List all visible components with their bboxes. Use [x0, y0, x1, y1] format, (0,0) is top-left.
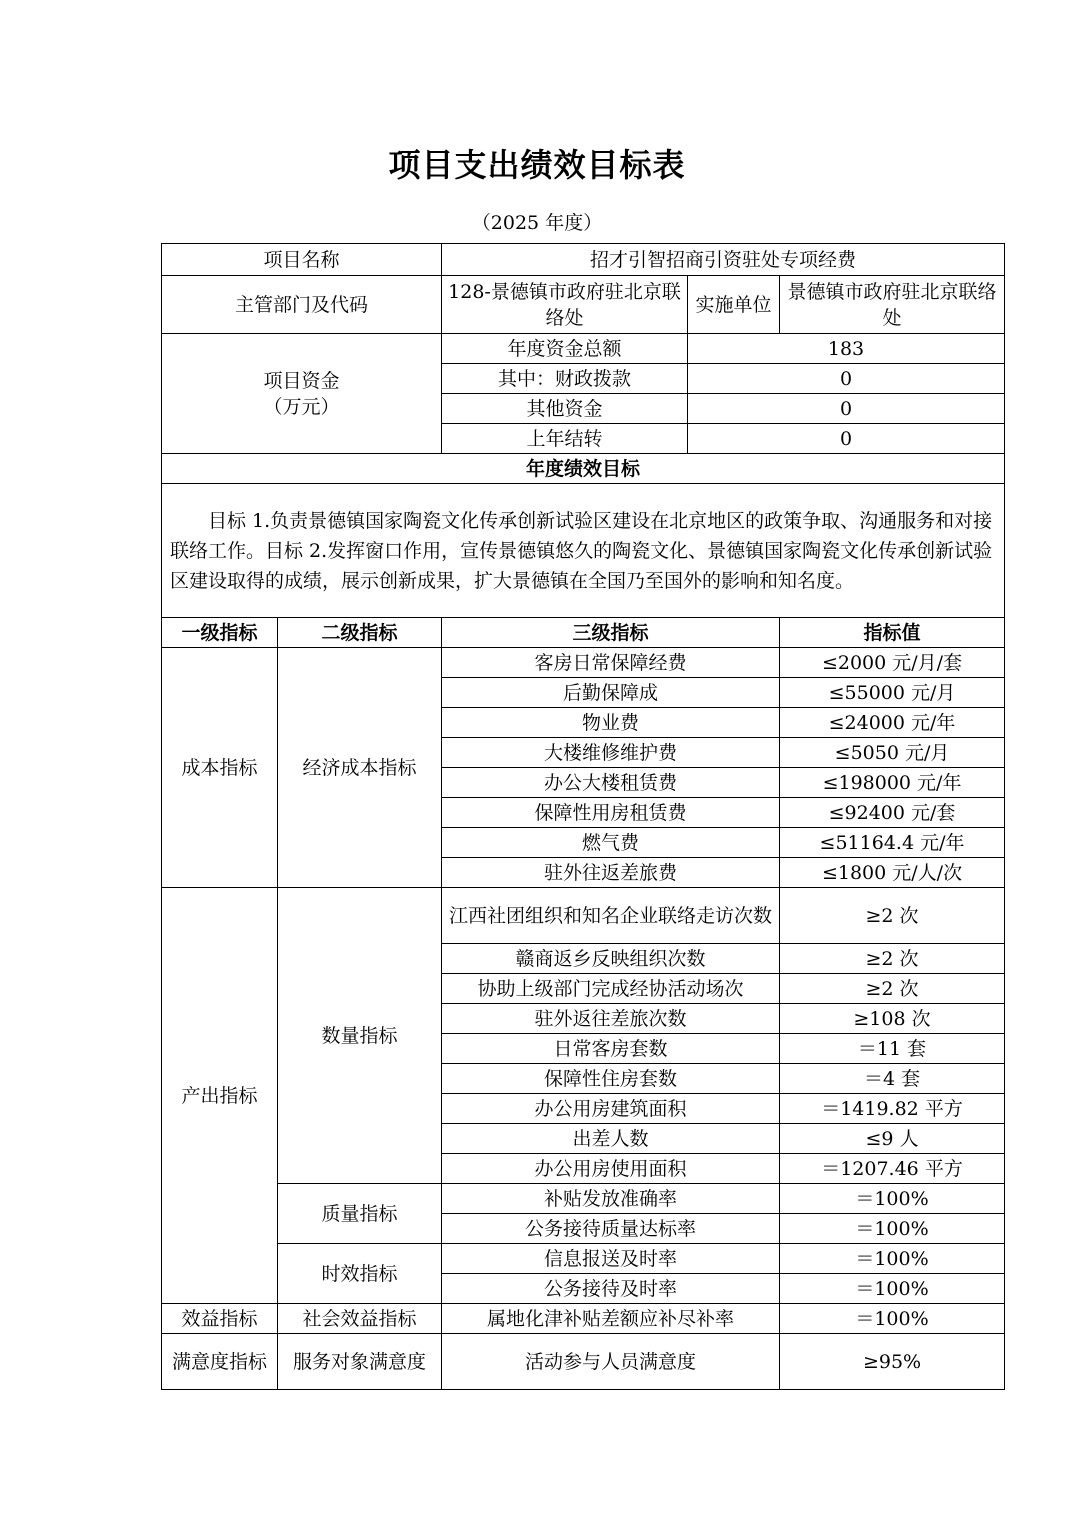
indicator-value: ≥108 次: [780, 1004, 1005, 1034]
indicator-name: 日常客房套数: [442, 1034, 780, 1064]
goal-header: 年度绩效目标: [162, 454, 1005, 484]
performance-table: [161, 243, 1005, 1390]
indicator-name: 保障性住房套数: [442, 1064, 780, 1094]
indicator-value: ≤24000 元/年: [780, 708, 1005, 738]
benefit-level1: 效益指标: [162, 1304, 278, 1334]
year-label: （2025 年度）: [471, 212, 603, 234]
funds-item-value: 183: [688, 334, 1005, 364]
quantity-level2: 数量指标: [278, 888, 442, 1184]
indicator-value: ＝100%: [780, 1214, 1005, 1244]
project-name-label: 项目名称: [162, 244, 442, 276]
indicator-name: 大楼维修维护费: [442, 738, 780, 768]
funds-item-value: 0: [688, 394, 1005, 424]
header-value: 指标值: [780, 618, 1005, 648]
indicator-value: ≥2 次: [780, 944, 1005, 974]
goal-header-row: [162, 454, 1005, 484]
indicator-name: 补贴发放准确率: [442, 1184, 780, 1214]
benefit-level2: 社会效益指标: [278, 1304, 442, 1334]
indicator-value: ≤1800 元/人/次: [780, 858, 1005, 888]
table-row: [162, 888, 1005, 944]
table-row: [162, 1184, 1005, 1214]
indicator-value: ≤9 人: [780, 1124, 1005, 1154]
indicator-value: ＝100%: [780, 1184, 1005, 1214]
indicator-value: ≥95%: [780, 1334, 1005, 1390]
indicator-name: 保障性用房租赁费: [442, 798, 780, 828]
funds-item-label: 其中：财政拨款: [442, 364, 688, 394]
satisfaction-level1: 满意度指标: [162, 1334, 278, 1390]
table-row: [162, 1304, 1005, 1334]
indicator-name: 物业费: [442, 708, 780, 738]
indicator-name: 赣商返乡反映组织次数: [442, 944, 780, 974]
implementing-unit-label: 实施单位: [688, 276, 780, 334]
header-level2: 二级指标: [278, 618, 442, 648]
indicator-value: ＝1419.82 平方: [780, 1094, 1005, 1124]
quality-level2: 质量指标: [278, 1184, 442, 1244]
indicator-name: 燃气费: [442, 828, 780, 858]
indicator-name: 出差人数: [442, 1124, 780, 1154]
indicator-name: 公务接待及时率: [442, 1274, 780, 1304]
indicator-name: 后勤保障成: [442, 678, 780, 708]
indicator-name: 活动参与人员满意度: [442, 1334, 780, 1390]
indicator-name: 驻外往返差旅费: [442, 858, 780, 888]
indicator-name: 办公用房使用面积: [442, 1154, 780, 1184]
cost-level1: 成本指标: [162, 648, 278, 888]
indicator-value: ≤2000 元/月/套: [780, 648, 1005, 678]
indicator-value: ≤5050 元/月: [780, 738, 1005, 768]
indicator-name: 驻外返往差旅次数: [442, 1004, 780, 1034]
indicator-value: ＝100%: [780, 1304, 1005, 1334]
indicator-value: ≤92400 元/套: [780, 798, 1005, 828]
indicator-value: ≥2 次: [780, 888, 1005, 944]
funds-item-value: 0: [688, 364, 1005, 394]
header-level3: 三级指标: [442, 618, 780, 648]
department-value: 128-景德镇市政府驻北京联络处: [442, 276, 688, 334]
goal-text-row: [162, 484, 1005, 618]
indicator-value: ＝4 套: [780, 1064, 1005, 1094]
table-row: [162, 648, 1005, 678]
indicator-name: 协助上级部门完成经协活动场次: [442, 974, 780, 1004]
indicator-value: ≤51164.4 元/年: [780, 828, 1005, 858]
funds-item-label: 其他资金: [442, 394, 688, 424]
indicator-name: 办公用房建筑面积: [442, 1094, 780, 1124]
indicator-name: 江西社团组织和知名企业联络走访次数: [442, 888, 780, 944]
indicator-name: 客房日常保障经费: [442, 648, 780, 678]
table-row: [162, 1244, 1005, 1274]
table-row: [162, 1334, 1005, 1390]
indicator-value: ＝100%: [780, 1274, 1005, 1304]
header-level1: 一级指标: [162, 618, 278, 648]
indicator-name: 信息报送及时率: [442, 1244, 780, 1274]
indicator-name: 属地化津补贴差额应补尽补率: [442, 1304, 780, 1334]
funds-label-line2: （万元）: [263, 395, 340, 418]
indicator-header-row: [162, 618, 1005, 648]
output-level1: 产出指标: [162, 888, 278, 1304]
indicator-value: ＝1207.46 平方: [780, 1154, 1005, 1184]
department-row: [162, 276, 1005, 334]
funds-item-label: 年度资金总额: [442, 334, 688, 364]
funds-row: [162, 334, 1005, 364]
goal-text: 目标 1.负责景德镇国家陶瓷文化传承创新试验区建设在北京地区的政策争取、沟通服务和对接联络工作。目标 2.发挥窗口作用，宣传景德镇悠久的陶瓷文化、景德镇国家陶瓷文化传承创新试验区建设取得的成绩，展示创新成果，扩大景德镇在全国乃至国外的影响和知名度。: [162, 484, 1005, 618]
indicator-value: ＝11 套: [780, 1034, 1005, 1064]
page-title: 项目支出绩效目标表: [388, 146, 686, 184]
indicator-value: ≤198000 元/年: [780, 768, 1005, 798]
funds-item-label: 上年结转: [442, 424, 688, 454]
indicator-name: 公务接待质量达标率: [442, 1214, 780, 1244]
department-label: 主管部门及代码: [162, 276, 442, 334]
satisfaction-level2: 服务对象满意度: [278, 1334, 442, 1390]
funds-item-value: 0: [688, 424, 1005, 454]
indicator-value: ≤55000 元/月: [780, 678, 1005, 708]
funds-label: [162, 334, 442, 454]
funds-label-line1: 项目资金: [263, 369, 340, 392]
cost-level2: 经济成本指标: [278, 648, 442, 888]
indicator-value: ≥2 次: [780, 974, 1005, 1004]
indicator-name: 办公大楼租赁费: [442, 768, 780, 798]
indicator-value: ＝100%: [780, 1244, 1005, 1274]
project-name-value: 招才引智招商引资驻处专项经费: [442, 244, 1005, 276]
project-name-row: [162, 244, 1005, 276]
timeliness-level2: 时效指标: [278, 1244, 442, 1304]
implementing-unit-value: 景德镇市政府驻北京联络处: [780, 276, 1005, 334]
